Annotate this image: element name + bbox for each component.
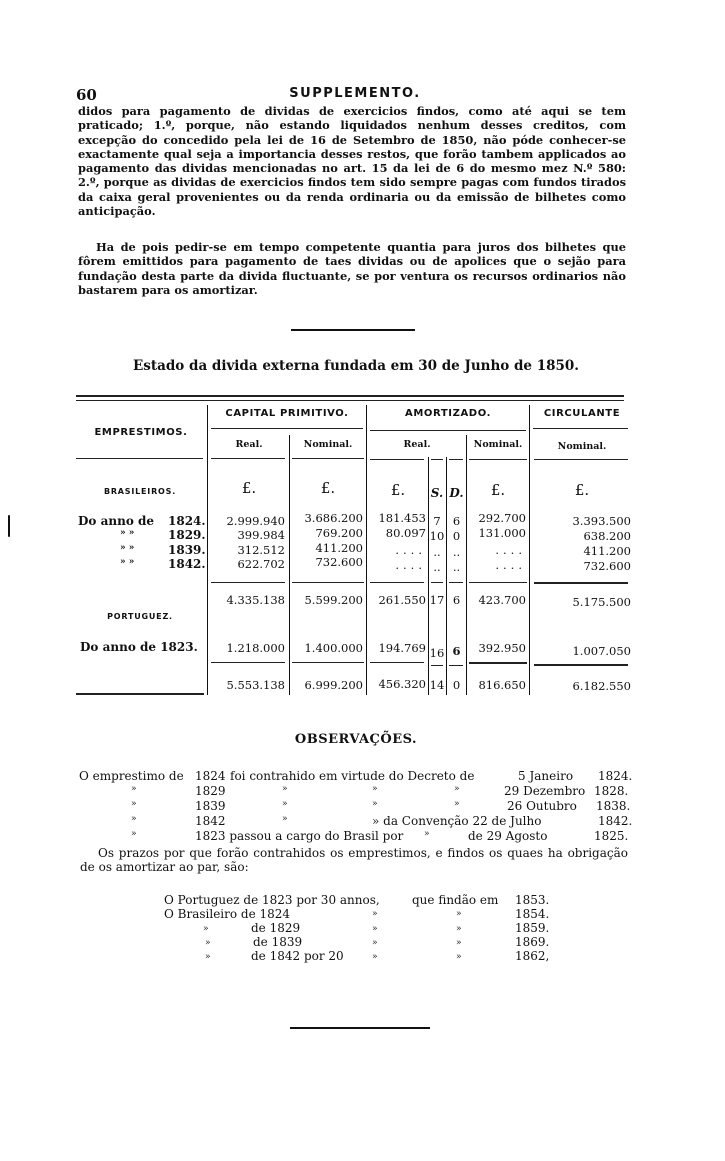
observacoes-title: OBSERVAÇÕES. [294, 732, 418, 747]
circ-nominal: 6.182.550 [572, 679, 631, 693]
obs-year: 1842 [195, 814, 226, 828]
row-year: 1842. [168, 557, 206, 571]
section-divider [291, 329, 415, 331]
obs-year: 1825. [594, 829, 629, 843]
paragraph-2: Ha de pois pedir-se em tempo competente quantia para juros dos bilhetes que fôrem emittidos para pagamento de taes dividas ou de apolices que o sejão para fundação desta parte da divida fluctuante, se por ventura os recursos ordinarios não bastarem para os amortizar. [78, 240, 626, 297]
prazo-year: 1859. [515, 921, 550, 935]
am-real: .... [395, 543, 426, 557]
circ-nominal: 1.007.050 [572, 644, 631, 658]
prazo-text: de 1842 por 20 [251, 949, 344, 963]
row-year: 1829. [168, 528, 206, 542]
obs-year: 1828. [594, 784, 629, 798]
am-pence: .. [452, 545, 461, 559]
obs-text: » da Convenção 22 de Julho [372, 814, 542, 828]
sum-rule [211, 582, 285, 583]
header-rule [211, 458, 285, 459]
am-real: 181.453 [378, 511, 426, 525]
am-real: 80.097 [385, 526, 426, 540]
total-rule [370, 662, 424, 663]
table-title: Estado da divida externa fundada em 30 de Junho de 1850. [132, 358, 579, 374]
obs-year: 1838. [596, 799, 631, 813]
am-shillings: 10 [429, 529, 445, 543]
am-nominal: .... [495, 543, 526, 557]
obs-year: 1824 [195, 769, 226, 783]
am-nominal: 816.650 [478, 678, 526, 692]
header-amortizado: AMORTIZADO. [405, 408, 491, 419]
ditto-mark: » [454, 799, 460, 809]
header-emprestimos: EMPRESTIMOS. [94, 427, 188, 438]
obs-year: 1842. [598, 814, 633, 828]
prazo-text: que findão em [412, 893, 499, 907]
sum-rule [449, 582, 463, 583]
sum-rule [370, 582, 424, 583]
am-shillings: 17 [429, 593, 445, 607]
cap-real: 5.553.138 [226, 678, 285, 692]
total-rule [469, 662, 527, 664]
ditto-mark: » [456, 938, 462, 948]
ditto-mark: » [372, 938, 378, 948]
am-shillings: .. [433, 545, 441, 559]
currency-symbol: £. [390, 481, 406, 499]
row-label: » » [120, 528, 135, 538]
sum-rule [292, 582, 364, 583]
cap-nominal: 411.200 [315, 541, 363, 555]
circ-nominal: 3.393.500 [572, 514, 631, 528]
sum-rule [534, 582, 628, 584]
prazo-year: 1853. [515, 893, 550, 907]
ditto-mark: » [372, 952, 378, 962]
am-pence: 6 [452, 514, 461, 528]
am-shillings: .. [433, 560, 441, 574]
total-rule [292, 662, 364, 663]
ditto-mark: » [372, 799, 378, 809]
cap-real: 1.218.000 [226, 641, 285, 655]
currency-symbol: £. [574, 481, 590, 499]
header-capital-real: Real. [235, 439, 263, 450]
ditto-mark: » [454, 784, 460, 794]
scan-margin-mark [8, 515, 10, 537]
obs-date: de 29 Agosto [468, 829, 548, 843]
obs-year: 1829 [195, 784, 226, 798]
obs-year: 1839 [195, 799, 226, 813]
am-pence: 6 [452, 593, 461, 607]
prazo-year: 1869. [515, 935, 550, 949]
ditto-mark: » [372, 909, 378, 919]
ditto-mark: » [131, 814, 137, 824]
subheader-rule [211, 428, 363, 429]
obs-date: 29 Dezembro [504, 784, 586, 798]
obs-date: 5 Janeiro [518, 769, 574, 783]
ditto-mark: » [282, 799, 288, 809]
header-rule [292, 458, 364, 459]
am-real: 456.320 [378, 677, 426, 691]
header-rule [469, 459, 527, 460]
currency-symbol: £. [320, 479, 336, 497]
prazo-year: 1854. [515, 907, 550, 921]
running-title: SUPPLEMENTO. [289, 86, 421, 101]
am-real: 194.769 [378, 641, 426, 655]
cap-nominal: 1.400.000 [304, 641, 363, 655]
total-rule [534, 664, 628, 666]
sum-rule [431, 582, 443, 583]
ditto-mark: » [203, 924, 209, 934]
circ-nominal: 5.175.500 [572, 595, 631, 609]
am-pence: 6 [452, 644, 461, 658]
prazo-year: 1862, [515, 949, 550, 963]
ditto-mark: » [424, 829, 430, 839]
prazos-paragraph: Os prazos por que forão contrahidos os emprestimos, e findos os quaes ha obrigação de os amortizar ao par, são: [80, 846, 628, 874]
debt-table [76, 395, 636, 695]
header-rule [76, 458, 203, 459]
cap-real: 312.512 [237, 543, 285, 557]
am-nominal: 131.000 [478, 526, 526, 540]
header-rule [431, 459, 443, 460]
row-label: Do anno de [78, 514, 155, 528]
am-nominal: 423.700 [478, 593, 526, 607]
prazo-text: de 1839 [253, 935, 303, 949]
am-shillings: 16 [429, 646, 445, 660]
ditto-mark: » [372, 784, 378, 794]
ditto-mark: » [131, 784, 137, 794]
header-amortizado-nominal: Nominal. [473, 439, 523, 450]
am-nominal: .... [495, 558, 526, 572]
am-shillings: 7 [433, 514, 441, 528]
col-divider [207, 405, 208, 695]
obs-text: O emprestimo de [79, 769, 184, 783]
cap-nominal: 3.686.200 [304, 511, 363, 525]
page-header [76, 86, 634, 106]
am-pence: 0 [452, 529, 461, 543]
header-rule [534, 459, 628, 460]
am-nominal: 292.700 [478, 511, 526, 525]
cap-nominal: 769.200 [315, 526, 363, 540]
ditto-mark: » [131, 829, 137, 839]
closing-divider [290, 1027, 430, 1029]
prazo-text: O Brasileiro de 1824 [164, 907, 291, 921]
row-label: » » [120, 543, 135, 553]
cap-real: 4.335.138 [226, 593, 285, 607]
am-shillings: 14 [429, 678, 445, 692]
cap-real: 2.999.940 [226, 514, 285, 528]
currency-symbol: £. [490, 481, 506, 499]
ditto-mark: » [205, 952, 211, 962]
am-pence: .. [452, 560, 461, 574]
header-capital-primitivo: CAPITAL PRIMITIVO. [225, 408, 349, 419]
ditto-mark: » [456, 952, 462, 962]
am-nominal: 392.950 [478, 641, 526, 655]
subheader-rule [533, 428, 628, 429]
subheader-rule [370, 430, 526, 431]
circ-nominal: 732.600 [583, 559, 631, 573]
ditto-mark: » [456, 924, 462, 934]
circ-nominal: 638.200 [583, 529, 631, 543]
group-portuguez: PORTUGUEZ. [107, 612, 173, 621]
cap-real: 622.702 [237, 557, 285, 571]
header-amortizado-real: Real. [403, 439, 431, 450]
header-rule [370, 459, 424, 460]
total-rule [449, 665, 463, 666]
ditto-mark: » [282, 784, 288, 794]
table-top-rule-2 [76, 400, 624, 401]
header-pence: D. [449, 486, 464, 500]
ditto-mark: » [456, 909, 462, 919]
group-brasileiros: BRASILEIROS. [103, 487, 177, 496]
header-rule [449, 459, 463, 460]
prazo-text: de 1829 [251, 921, 301, 935]
obs-year: 1824. [598, 769, 633, 783]
col-divider [529, 405, 530, 695]
prazo-text: O Portuguez de 1823 por 30 annos, [164, 893, 380, 907]
header-circulante-nominal: Nominal. [557, 441, 607, 452]
cap-nominal: 6.999.200 [304, 678, 363, 692]
sum-rule [469, 582, 527, 583]
ditto-mark: » [282, 814, 288, 824]
currency-symbol: £. [241, 479, 257, 497]
row-label: Do anno de 1823. [80, 640, 198, 654]
am-real: 261.550 [378, 593, 426, 607]
obs-date: 26 Outubro [507, 799, 577, 813]
am-pence: 0 [452, 678, 461, 692]
total-rule [431, 665, 443, 666]
circ-nominal: 411.200 [583, 544, 631, 558]
row-year: 1824. [168, 514, 206, 528]
total-rule [211, 662, 285, 663]
row-label: » » [120, 557, 135, 567]
ditto-mark: » [372, 924, 378, 934]
header-shillings: S. [430, 486, 444, 500]
ditto-mark: » [131, 799, 137, 809]
ditto-mark: » [205, 938, 211, 948]
am-real: .... [395, 558, 426, 572]
table-bottom-rule [76, 693, 204, 695]
header-circulante: CIRCULANTE [543, 408, 621, 419]
paragraph-1: didos para pagamento de dividas de exercicios findos, como até aqui se tem praticado; 1.º, porque, não estando liquidados nenhum desses creditos, com excepção do concedido pela lei de 16 de Setembro de 1850, não póde conhecer-se exactamente qual seja a importancia desses restos, que forão tambem applicados ao pagamento das dividas mencionadas no art. 15 da lei de 6 do mesmo mez N.º 580: 2.º, porque as dividas de exercicios findos tem sido sempre pagas com fundos tirados da caixa geral provenientes ou da renda ordinaria ou da emissão de bilhetes como anticipação. [78, 104, 626, 219]
obs-text: foi contrahido em virtude do Decreto de [230, 769, 475, 783]
table-top-rule [76, 395, 624, 397]
header-capital-nominal: Nominal. [303, 439, 353, 450]
page-number: 60 [76, 86, 97, 104]
cap-nominal: 5.599.200 [304, 593, 363, 607]
cap-nominal: 732.600 [315, 555, 363, 569]
obs-text: 1823 passou a cargo do Brasil por [195, 829, 404, 843]
row-year: 1839. [168, 543, 206, 557]
cap-real: 399.984 [237, 528, 285, 542]
